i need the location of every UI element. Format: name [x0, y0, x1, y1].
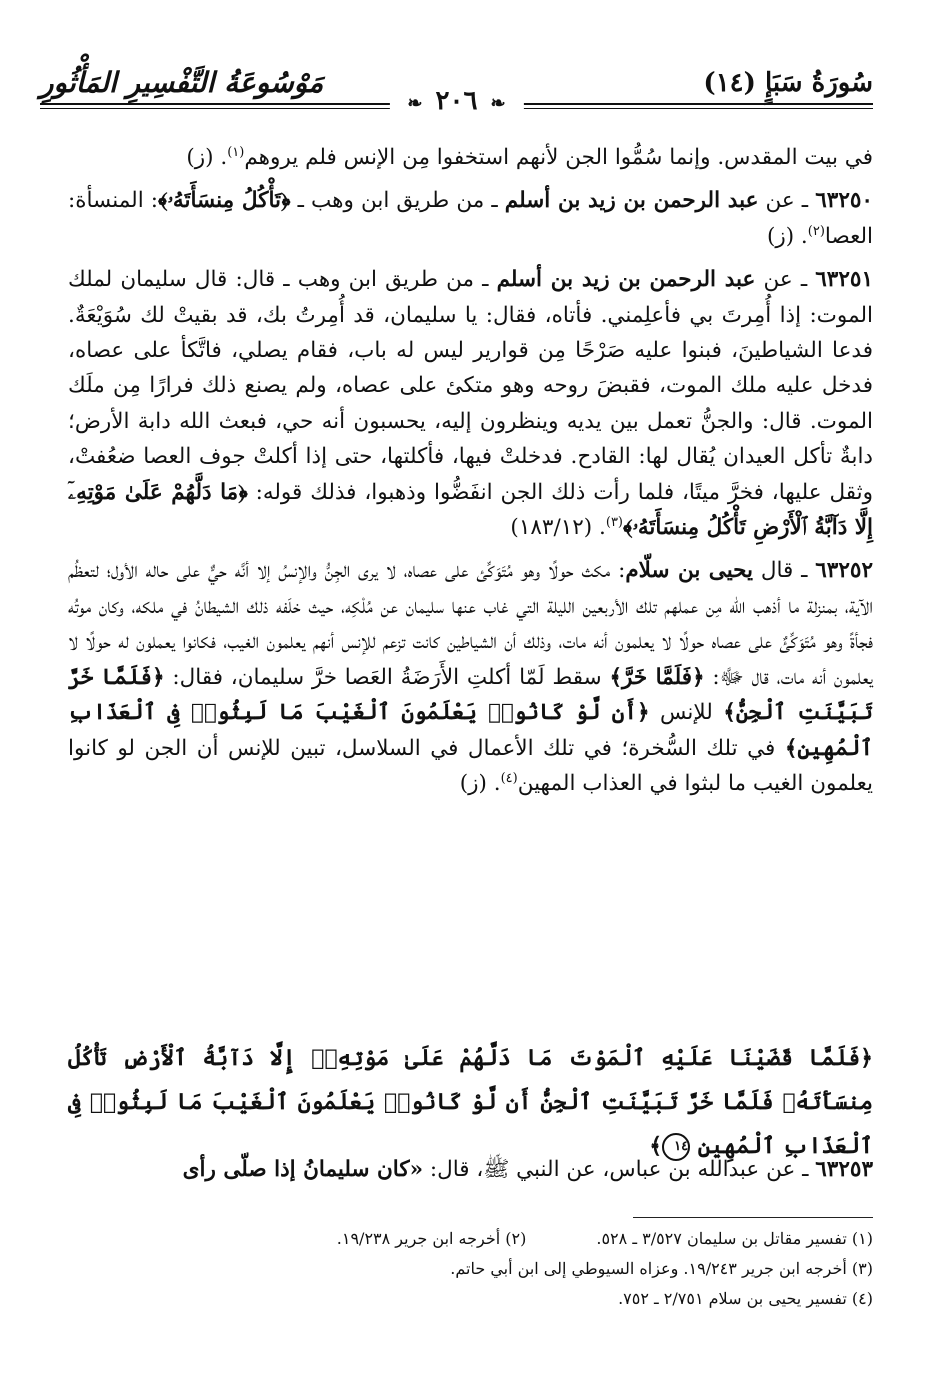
narration-63251 — [68, 262, 873, 545]
narration-text: في تلك السُّخرة؛ في تلك الأعمال في السلاسل، تبين للإنس أن الجن لو كانوا يعلمون الغيب ما لبثوا في العذاب المهين — [68, 735, 873, 796]
narration-number: ٦٣٢٥٠ — [815, 188, 873, 214]
footnote-ref: (٢) — [807, 223, 825, 239]
page-number-box — [389, 86, 523, 116]
main-text — [68, 140, 873, 809]
footnotes — [68, 1224, 873, 1314]
paragraph-continuation — [68, 140, 873, 175]
quran-quote: ﴿أَن لَّوْ كَانُوا۟ يَعْلَمُونَ ٱلْغَيْبَ مَا لَبِثُوا۟ فِى ٱلْعَذَابِ ٱلْمُهِينِ﴾ — [68, 700, 873, 761]
narration-number: ٦٣٢٥٢ — [815, 558, 873, 584]
footnote-ref: (٤) — [500, 770, 518, 786]
paragraph-tail: . (ز) — [766, 223, 808, 249]
narration-text: ـ من طريق ابن وهب ـ قال: قال سليمان لملك الموت: إذا أُمِرتَ بي فأعلِمني. فأتاه، فقال: يا سليمان، قد أُمِرتُ بك، قد بقيتْ لك سُوَيْعَةٌ. فدعا الشياطينَ، فبنوا عليه صَرْحًا مِن قوارير ليس له باب، فقام يصلي، فاتَّكأ على عصاه، فدخل عليه ملك الموت، فقبضَ روحه وهو متكئ على عصاه، ولم يصنع ذلك فرارًا مِن ملَك الموت. قال: والجنُّ تعمل بين يديه وينظرون إليه، يحسبون أنه حي، فبعث الله دابة الأرض؛ دابةٌ تأكل العيدان يُقال لها: القادح. فدخلتْ فيها، فأكلتها، حتى إذا أكلتْ جوف العصا ضعُفتْ، وثقل عليها، فخرَّ ميتًا، فلما رأت ذلك الجن انفَضُّوا وذهبوا، فذلك قوله: — [68, 267, 873, 505]
page-header — [40, 58, 873, 128]
footnote-row — [68, 1254, 873, 1284]
footnote-row — [68, 1224, 873, 1254]
narration-connector: ـ قال — [753, 558, 816, 584]
surah-title: سُورَةُ سَبَإٍ (١٤) — [703, 68, 873, 98]
page-number: ٢٠٦ — [435, 86, 478, 116]
narration-text: ـ عن عبدالله بن عباس، عن النبي ﷺ، قال: — [423, 1157, 816, 1182]
narration-connector: ـ عن — [758, 188, 816, 214]
narration-text: سقط لَمّا أكلتِ الأَرَضَةُ العَصا خرَّ سليمان، فقال: — [164, 664, 610, 690]
footnote-4: (٤) تفسير يحيى بن سلام ٢/٧٥١ ـ ٧٥٢. — [618, 1289, 873, 1308]
paragraph-tail: . (ز) — [186, 145, 228, 170]
verse-close-bracket: ﴾ — [649, 1133, 663, 1159]
chain-text: ـ من طريق ابن وهب ـ — [290, 188, 505, 214]
quran-quote: ﴿فَلَمَّا خَرَّ﴾ — [609, 664, 705, 690]
quran-quote: ﴿تَأْكُلُ مِنسَأَتَهُۥ﴾ — [158, 188, 291, 214]
footnote-1: (١) تفسير مقاتل بن سليمان ٣/٥٢٧ ـ ٥٢٨. — [596, 1229, 873, 1248]
footnote-ref: (١) — [227, 144, 245, 160]
footnote-row — [68, 1284, 873, 1314]
verse-text: ﴿فَلَمَّا قَضَيْنَا عَلَيْهِ ٱلْمَوْتَ مَا دَلَّهُمْ عَلَىٰ مَوْتِهِۦٓ إِلَّا دَآبَّةُ ٱلْأَرْضِ تَأْكُلُ مِنسَأَتَهُۥ فَلَمَّا خَرَّ تَبَيَّنَتِ ٱلْجِنُّ أَن لَّوْ كَانُوا۟ يَعْلَمُونَ ٱلْغَيْبَ مَا لَبِثُوا۟ فِى ٱلْعَذَابِ ٱلْمُهِينِ — [68, 1045, 873, 1159]
paragraph-tail: . (ز) — [459, 770, 501, 796]
footnote-separator — [633, 1217, 873, 1218]
book-title: مَوْسُوعَةُ التَّفْسِيرِ المَأْثُورِ — [40, 66, 324, 99]
ayah-number-marker: ١٤ — [662, 1133, 690, 1161]
ornament-right-icon: ❧ — [490, 93, 506, 114]
narration-number: ٦٣٢٥١ — [815, 267, 873, 293]
explanation-text: : المنسأة: العصا — [68, 188, 873, 249]
paragraph-tail: . (١٨٣/١٢) — [510, 515, 606, 541]
narrator-name: عبد الرحمن بن زيد بن أسلم — [496, 267, 756, 293]
narrator-name: يحيى بن سلّام — [625, 558, 754, 584]
narration-text: : مكث حولًا وهو مُتَوَكِّئ على عصاه، لا يرى الجِنُّ والإنسُ إلا أنَّه حيٌّ على حاله الأول؛ لتعظُم الآية، بمنزلة ما أذهب الله مِن عملهم تلك الأربعين الليلة التي غاب عنها سليمان عن مُلْكِه، حيث خلَفه ذلك الشيطانُ في ملكه، وكان موتُه فجأةً وهو مُتَوَكِّئٌ على عصاه حولًا لا يعلمون أنه مات، وذلك أن الشياطين كانت تزعم للإنس أنهم يعلمون الغيب، فكانوا يعملون له حولًا لا يعلمون أنه مات، قال ﷻ: — [68, 558, 873, 690]
narration-text: للإنس — [649, 700, 724, 726]
narration-connector: ـ عن — [755, 267, 816, 293]
hadith-quote: «كان سليمانُ إذا صلّى رأى — [182, 1157, 424, 1182]
footnote-2: (٢) أخرجه ابن جرير ١٩/٢٣٨. — [336, 1229, 527, 1248]
footnote-ref: (٣) — [605, 514, 623, 530]
narration-63253 — [68, 1152, 873, 1188]
quran-quote: ﴿فَلَمَّا خَرَّ تَبَيَّنَتِ ٱلْجِنُّ﴾ — [68, 664, 873, 726]
narration-number: ٦٣٢٥٣ — [815, 1157, 873, 1182]
narrator-name: عبد الرحمن بن زيد بن أسلم — [504, 188, 759, 214]
footnote-3: (٣) أخرجه ابن جرير ١٩/٢٤٣. وعزاه السيوطي إلى ابن أبي حاتم. — [450, 1259, 873, 1278]
ornament-left-icon: ❧ — [407, 93, 423, 114]
narration-63250 — [68, 183, 873, 254]
paragraph-text: في بيت المقدس. وإنما سُمُّوا الجن لأنهم استخفوا مِن الإنس فلم يروهم — [244, 145, 873, 170]
narration-63252 — [68, 553, 873, 801]
quran-quote: ﴿مَا دَلَّهُمْ عَلَىٰ مَوْتِهِۦٓ إِلَّا دَآبَّةُ ٱلْأَرْضِ تَأْكُلُ مِنسَأَتَهُۥ﴾ — [68, 479, 873, 541]
quran-verse-block — [68, 1036, 873, 1168]
